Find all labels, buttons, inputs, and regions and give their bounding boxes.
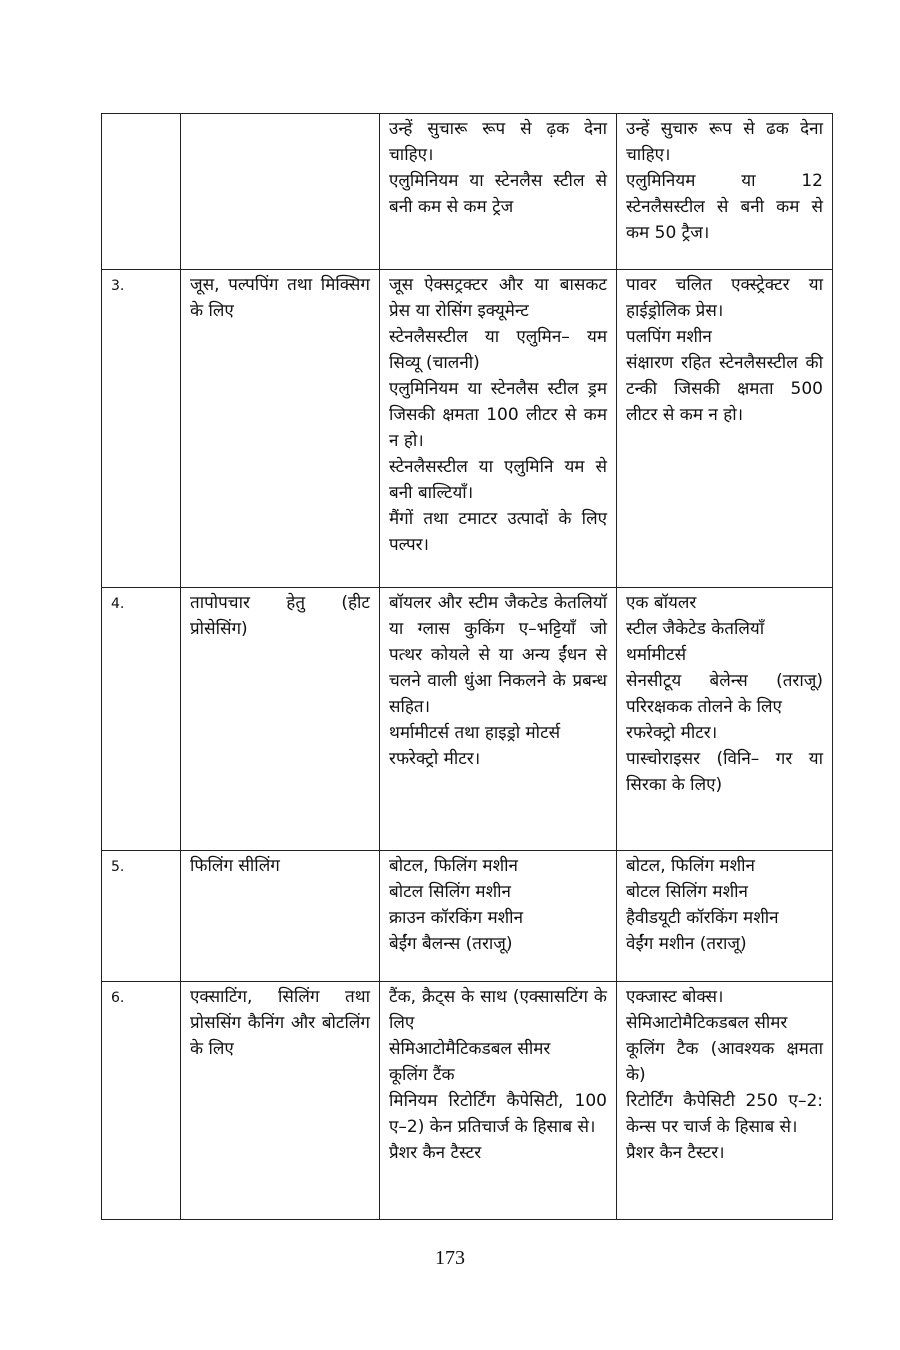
- minimum-equipment-cell: बोटल, फिलिंग मशीन बोटल सिलिंग मशीन क्राउन कॉरकिंग मशीन बेईंग बैलन्स (तराजू): [380, 851, 617, 982]
- equipment-table: [101, 113, 833, 1220]
- recommended-equipment-cell: पावर चलित एक्स्ट्रेक्टर या हाईड्रोलिक प्रेस। पलपिंग मशीन संक्षारण रहित स्टेनलैसस्टील की टन्की जिसकी क्षमता 500 लीटर से कम न हो।: [617, 270, 833, 588]
- row-label-cell: जूस, पल्पपिंग तथा मिक्सिग के लिए: [181, 270, 380, 588]
- row-number-cell: 5.: [102, 851, 181, 982]
- table-row: [102, 114, 833, 270]
- row-number-cell: 3.: [102, 270, 181, 588]
- recommended-equipment-cell: बोटल, फिलिंग मशीन बोटल सिलिंग मशीन हैवीडयूटी कॉरकिंग मशीन वेईंग मशीन (तराजू): [617, 851, 833, 982]
- row-number-cell: [102, 114, 181, 270]
- table-row: [102, 588, 833, 851]
- recommended-equipment-cell: एक बॉयलर स्टील जैकेटेड केतलियाँ थर्मामीटर्स सेनसीटूय बेलेन्स (तराजू) परिरक्षकक तोलने के लिए रफरेक्ट्रो मीटर। पास्चोराइसर (विनि– गर या सिरका के लिए): [617, 588, 833, 851]
- row-label-cell: एक्साटिंग, सिलिंग तथा प्रोससिंग कैनिंग और बोटलिंग के लिए: [181, 982, 380, 1220]
- row-label-cell: [181, 114, 380, 270]
- page-number: 173: [435, 1247, 465, 1269]
- minimum-equipment-cell: उन्हें सुचारू रूप से ढ़क देना चाहिए। एलुमिनियम या स्टेनलैस स्टील से बनी कम से कम ट्रेज: [380, 114, 617, 270]
- row-number-cell: 4.: [102, 588, 181, 851]
- recommended-equipment-cell: उन्हें सुचारु रूप से ढक देना चाहिए। एलुमिनियम या 12 स्टेनलैसस्टील से बनी कम से कम 50 ट्रैज।: [617, 114, 833, 270]
- minimum-equipment-cell: जूस ऐक्सट्रक्टर और या बासकट प्रेस या रोसिंग इक्यूमेन्ट स्टेनलैसस्टील या एलुमिन– यम सिव्यू (चालनी) एलुमिनियम या स्टेनलैस स्टील ड्रम जिसकी क्षमता 100 लीटर से कम न हो। स्टेनलैसस्टील या एलुमिनि यम से बनी बाल्टियाँ। मैंगों तथा टमाटर उत्पादों के लिए पल्पर।: [380, 270, 617, 588]
- minimum-equipment-cell: टैंक, क्रैट्स के साथ (एक्सासटिंग के लिए सेमिआटोमैटिकडबल सीमर कूलिंग टैंक मिनियम रिटोर्टिंग कैपेसिटी, 100 ए–2) केन प्रतिचार्ज के हिसाब से। प्रैशर कैन टैस्टर: [380, 982, 617, 1220]
- row-label-cell: तापोपचार हेतु (हीट प्रोसेसिंग): [181, 588, 380, 851]
- row-number-cell: 6.: [102, 982, 181, 1220]
- row-label-cell: फिलिंग सीलिंग: [181, 851, 380, 982]
- table-row: [102, 270, 833, 588]
- table-row: [102, 851, 833, 982]
- table-row: [102, 982, 833, 1220]
- minimum-equipment-cell: बॉयलर और स्टीम जैकटेड केतलियॉ या ग्लास कुकिंग ए–भट्टियाँ जो पत्थर कोयले से या अन्य ईंधन से चलने वाली धुंआ निकलने के प्रबन्ध सहित। थर्मामीटर्स तथा हाइड्रो मोटर्स रफरेक्ट्रो मीटर।: [380, 588, 617, 851]
- recommended-equipment-cell: एक्जास्ट बोक्स। सेमिआटोमैटिकडबल सीमर कूलिंग टैक (आवश्यक क्षमता के) रिटोर्टिंग कैपेसिटी 250 ए–2: केन्स पर चार्ज के हिसाब से। प्रैशर कैन टैस्टर।: [617, 982, 833, 1220]
